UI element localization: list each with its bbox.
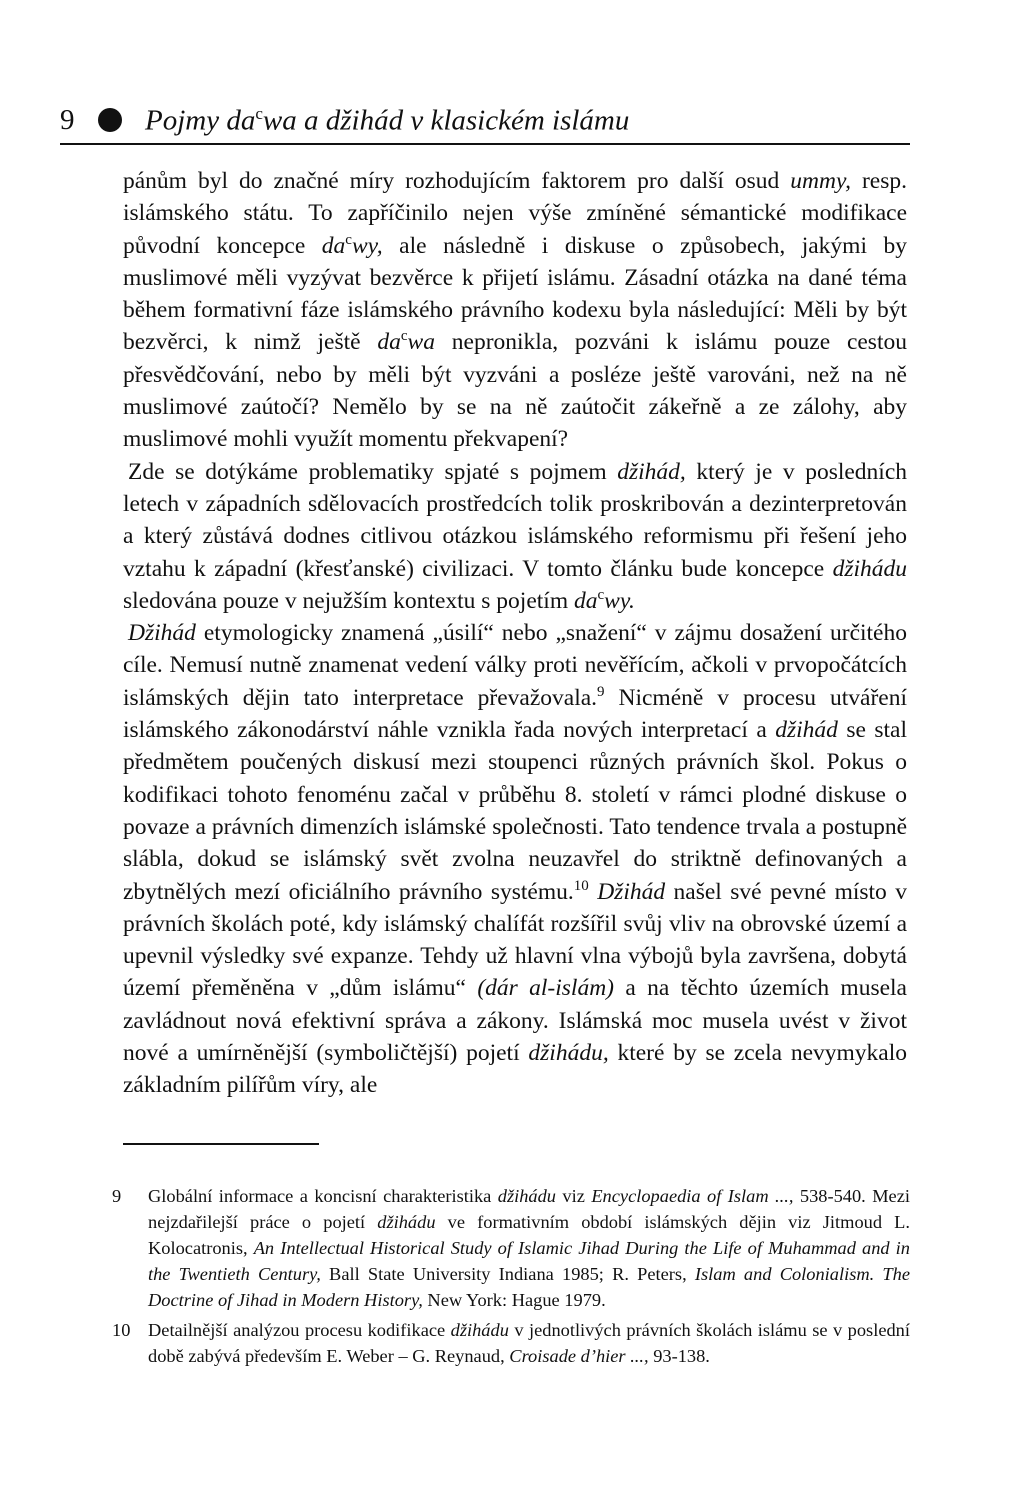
paragraph-3: Džihád etymologicky znamená „úsilí“ nebo „snažení“ v zájmu dosažení určitého cíle. Nemusí nutně znamenat vedení války proti nevěřícím, ačkoli v prvopočátcích islámských dějin tato interpretace převažovala.$^9$ Nicméně v procesu utváření islámského zákonodárství náhle vznikla řada nových interpretací a džihád se stal předmětem poučených diskusí mezi stoupenci různých právních škol. Pokus o kodifikaci tohoto fenoménu začal v průběhu 8. století v rámci plodné diskuse o povaze a právních dimenzích islámské společnosti. Tato tendence trvala a postupně slábla, dokud se islámský svět zvolna neuzavřel do striktně definovaných a zbytnělých mezí oficiálního právního systému.$^{10}$ Džihád našel své pevné místo v právních školách poté, kdy islámský chalífát rozšířil svůj vliv na obrovské území a upevnil výsledky své expanze. Tehdy už hlavní vlna výbojů byla završena, dobytá území přeměněna v „dům islámu“ (dár al-islám) a na těchto územích musela zavládnout nová efektivní správa a zákony. Islámská moc musela uvést v život nové a umírněnější (symboličtější) pojetí džihádu, které by se zcela nevymykalo základním pilířům víry, ale [123, 620, 908, 1099]
running-title [145, 104, 629, 138]
running-header [60, 100, 910, 140]
header-rule [60, 143, 910, 145]
running-title-superscript: c [255, 104, 263, 123]
footnote-number: 9 [112, 1186, 122, 1206]
bullet-icon [98, 108, 122, 132]
running-title-prefix: Pojmy da [145, 104, 256, 137]
running-title-suffix: wa a džihád v klasickém islámu [262, 104, 630, 137]
main-text [123, 165, 907, 1102]
footnote-ref-10[interactable]: 10 [573, 877, 589, 894]
footnote-10: 10 Detailnější analýzou procesu kodifikace džihádu v jednotlivých právních školách islámu se v poslední době zabývá především E. Weber – G. Reynaud, Croisade d’hier ..., 93-138. [112, 1317, 910, 1369]
paragraph-2: Zde se dotýkáme problematiky spjaté s pojmem džihád, který je v posledních letech v západních sdělovacích prostředcích tolik proskribován a dezinterpretován a který zůstává dodnes citlivou otázkou islámského reformismu při řešení jeho vztahu k západní (křesťanské) civilizaci. V tomto článku bude koncepce džihádu sledována pouze v nejužším kontextu s pojetím $da^cwy$. [123, 458, 908, 614]
footnote-ref-9[interactable]: 9 [597, 683, 605, 700]
footnotes [112, 1183, 910, 1373]
paragraph-1: pánům byl do značné míry rozhodujícím faktorem pro další osud ummy, resp. islámského státu. To zapříčinilo nejen výše zmíněné sémantické modifikace původní koncepce $da^cwy$, ale následně i diskuse o způsobech, jakými by muslimové měli vyzývat bezvěrce k přijetí islámu. Zásadní otázka na dané téma během formativní fáze islámského právního kodexu byla následující: Měli by být bezvěrci, k nimž ještě $da^cwa$ nepronikla, pozváni k islámu pouze cestou přesvědčování, nebo by měli být vyzváni a posléze ještě varováni, než na ně muslimové zaútočí? Nemělo by se na ně zaútočit zákeřně a ze zálohy, aby muslimové mohli využít momentu překvapení? [123, 168, 907, 453]
footnote-rule [123, 1143, 319, 1145]
page-number: 9 [60, 104, 75, 136]
footnote-number: 10 [112, 1320, 131, 1340]
footnote-9: 9 Globální informace a koncisní charakteristika džihádu viz Encyclopaedia of Islam ..., 538-540. Mezi nejzdařilejší práce o pojetí džihádu ve formativním období islámských dějin viz Jitmoud L. Kolocatronis, An Intellectual Historical Study of Islamic Jihad During the Life of Muhammad and in the Twentieth Century, Ball State University Indiana 1985; R. Peters, Islam and Colonialism. The Doctrine of Jihad in Modern History, New York: Hague 1979. [112, 1183, 910, 1313]
